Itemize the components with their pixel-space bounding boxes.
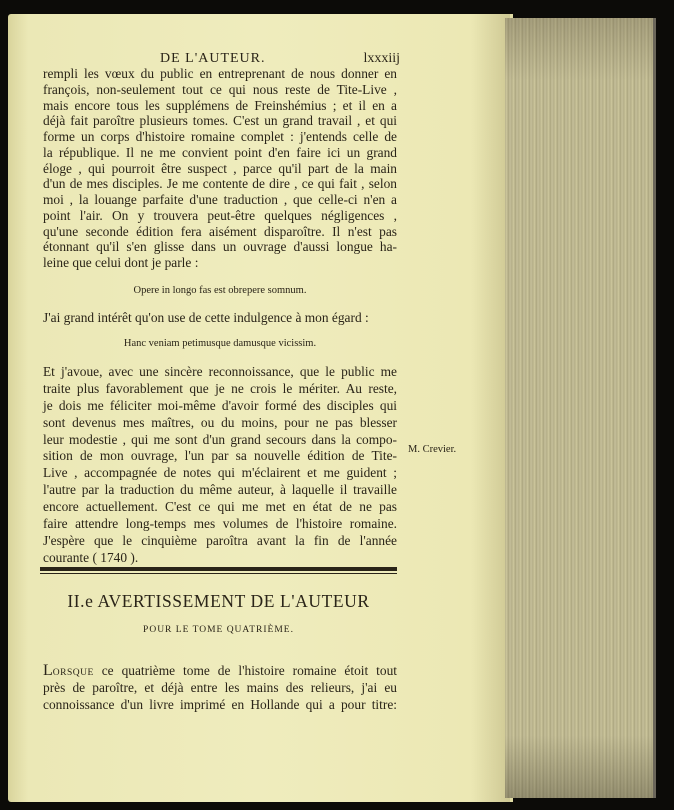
text-line: moi , la louange parfaite d'une traduction , que celle-ci n'en a — [43, 192, 397, 207]
text-line: éloge , qui pourroit être suspect , parce qu'il part de la main — [43, 160, 397, 176]
text-line: la république. Il ne me convient point d'en faire ici un grand — [43, 144, 397, 160]
line-text: ce quatrième tome de l'histoire romaine étoit tout — [93, 663, 397, 678]
text-line: d'un de mes disciples. Je me contente de dire , ce qui fait , selon — [43, 176, 397, 192]
text-line: françois, non-seulement tout ce qui nous reste de Tite-Live , — [43, 81, 397, 97]
page-number: lxxxiij — [363, 51, 400, 66]
text-line: l'autre par la traduction du même auteur, à laquelle il travaille — [43, 482, 397, 498]
section-heading: II.e AVERTISSEMENT DE L'AUTEUR — [67, 591, 370, 611]
text-line: étonnant qu'il s'en glisse dans un ouvrage d'aussi longue ha- — [43, 239, 397, 255]
page-edges — [505, 18, 656, 798]
text-line: leur modestie , qui me sont d'un grand secours dans la compo- — [43, 431, 397, 447]
small-caps-word: ORSQUE — [52, 668, 94, 678]
paragraph-3 — [43, 662, 397, 713]
text-line: J'espère que le cinquième paroîtra avant la fin de l'année — [43, 532, 397, 548]
paragraph-2 — [43, 364, 397, 567]
text-line: encore actuellement. C'est ce qui me met en état de ne pas — [43, 499, 397, 515]
text-line: près de paroître, et déjà entre les mains des relieurs, j'ai eu — [43, 680, 397, 695]
text-line: Live , accompagnée de notes qui m'éclairent et me guident ; — [43, 465, 397, 481]
text-line: sont devenus mes maîtres, ou du moins, pour ne pas blesser — [43, 414, 397, 430]
running-title: DE L'AUTEUR. — [160, 51, 266, 66]
text-line: point l'air. On y trouvera peut-être quelques négligences , — [43, 207, 397, 223]
margin-note: M. Crevier. — [408, 444, 457, 455]
text-line: traite plus favorablement que je ne crois le mériter. Au reste, — [43, 380, 397, 396]
text-line: courante ( 1740 ). — [43, 549, 139, 565]
section-rule — [40, 567, 397, 571]
section-subheading: POUR LE TOME QUATRIÈME. — [143, 625, 294, 635]
paragraph-1 — [43, 66, 397, 271]
text-line — [43, 662, 397, 679]
latin-quote-2: Hanc veniam petimusque damusque vicissim. — [123, 338, 317, 349]
text-line: je dois me féliciter moi-même d'avoir formé des disciples qui — [43, 397, 397, 413]
text-line: connoissance d'un livre imprimé en Hollande qui a pour titre: — [43, 697, 397, 712]
text-line: leine que celui dont je parle : — [43, 255, 199, 270]
text-line: déjà fait paroître plusieurs tomes. C'est un grand travail , et qui — [43, 113, 397, 129]
text-line: sition de mon ouvrage, l'un par sa nouvelle édition de Tite- — [43, 448, 397, 464]
text-line: forme un corps d'histoire romaine complet : j'entends celle de — [43, 129, 397, 144]
initial-letter: L — [43, 662, 53, 679]
text-line: qu'une seconde édition fera aisément disparoître. Il n'est pas — [43, 223, 397, 239]
text-line: rempli les vœux du public en entreprenant de nous donner en — [43, 66, 397, 81]
latin-quote-1: Opere in longo fas est obrepere somnum. — [133, 285, 307, 296]
text-line: mais encore tous les supplémens de Freinshémius ; et il en a — [43, 97, 397, 113]
text-line: faire attendre long-temps mes volumes de l'histoire romaine. — [43, 516, 397, 532]
gutter-shadow — [470, 14, 510, 802]
text-line: Et j'avoue, avec une sincère reconnoissance, que le public me — [43, 364, 397, 379]
text-line: J'ai grand intérêt qu'on use de cette indulgence à mon égard : — [43, 310, 369, 325]
